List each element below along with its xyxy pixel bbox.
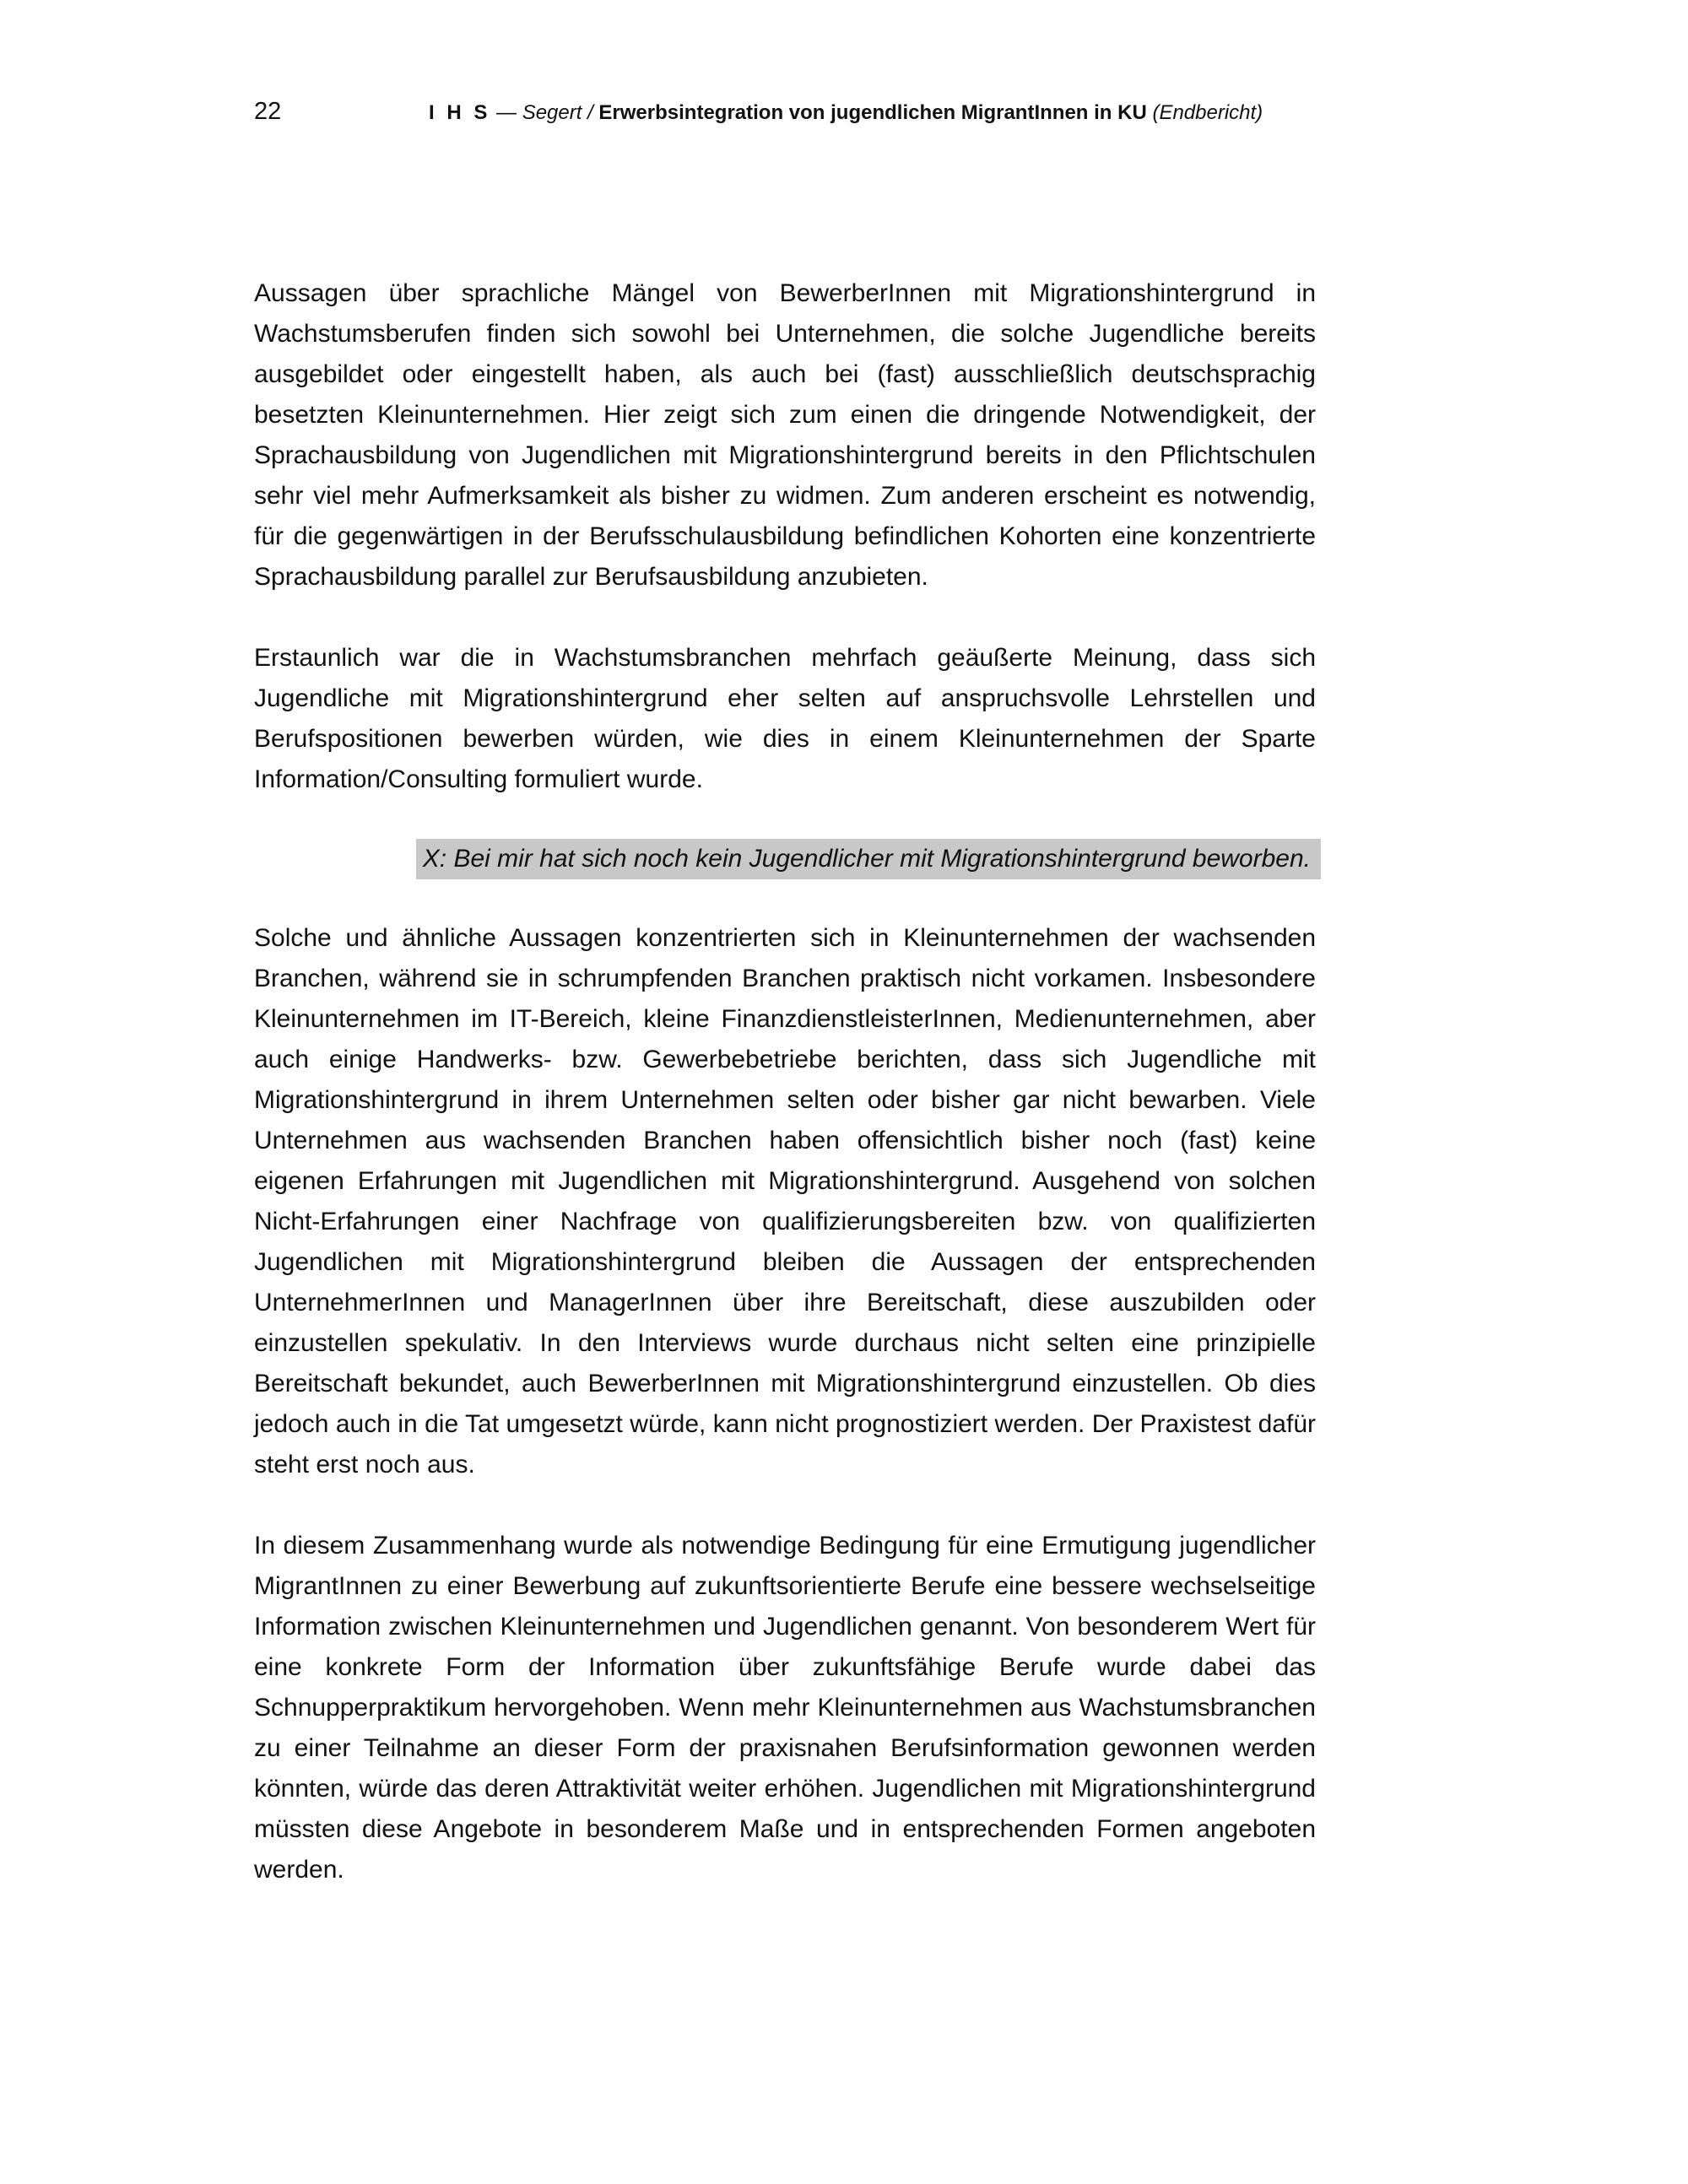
document-body <box>254 273 1316 1931</box>
body-paragraph-3: Solche und ähnliche Aussagen konzentrierten sich in Kleinunternehmen der wachsenden Branchen, während sie in schrumpfenden Branchen praktisch nicht vorkamen. Insbesondere Kleinunternehmen im IT-Bereich, kleine FinanzdienstleisterInnen, Medienunternehmen, aber auch einige Handwerks- bzw. Gewerbebetriebe berichten, dass sich Jugendliche mit Migrationshintergrund in ihrem Unternehmen selten oder bisher gar nicht bewarben. Viele Unternehmen aus wachsenden Branchen haben offensichtlich bisher noch (fast) keine eigenen Erfahrungen mit Jugendlichen mit Migrationshintergrund. Ausgehend von solchen Nicht-Erfahrungen einer Nachfrage von qualifizierungsbereiten bzw. von qualifizierten Jugendlichen mit Migrationshintergrund bleiben die Aussagen der entsprechenden UnternehmerInnen und ManagerInnen über ihre Bereitschaft, diese auszubilden oder einzustellen spekulativ. In den Interviews wurde durchaus nicht selten eine prinzipielle Bereitschaft bekundet, auch BewerberInnen mit Migrationshintergrund einzustellen. Ob dies jedoch auch in die Tat umgesetzt würde, kann nicht prognostiziert werden. Der Praxistest dafür steht erst noch aus. <box>254 924 1316 1479</box>
interview-quote-block <box>254 839 1316 879</box>
running-head-author: Segert / <box>522 101 593 124</box>
interview-quote: X: Bei mir hat sich noch kein Jugendlicher mit Migrationshintergrund beworben. <box>416 839 1321 879</box>
running-head-title: Erwerbsintegration von jugendlichen MigrantInnen in KU <box>598 101 1147 124</box>
body-paragraph-1: Aussagen über sprachliche Mängel von BewerberInnen mit Migrationshintergrund in Wachstumsberufen finden sich sowohl bei Unternehmen, die solche Jugendliche bereits ausgebildet oder eingestellt haben, als auch bei (fast) ausschließlich deutschsprachig besetzten Kleinunternehmen. Hier zeigt sich zum einen die dringende Notwendigkeit, der Sprachausbildung von Jugendlichen mit Migrationshintergrund bereits in den Pflichtschulen sehr viel mehr Aufmerksamkeit als bisher zu widmen. Zum anderen erscheint es notwendig, für die gegenwärtigen in der Berufsschulausbildung befindlichen Kohorten eine konzentrierte Sprachausbildung parallel zur Berufsausbildung anzubieten. <box>254 279 1316 591</box>
running-head <box>429 96 1263 130</box>
page-number: 22 <box>254 98 282 125</box>
running-head-org: I H S <box>429 101 491 124</box>
page-header <box>0 95 1688 128</box>
running-head-dash: — <box>496 101 517 124</box>
body-paragraph-4: In diesem Zusammenhang wurde als notwendige Bedingung für eine Ermutigung jugendlicher MigrantInnen zu einer Bewerbung auf zukunftsorientierte Berufe eine bessere wechselseitige Information zwischen Kleinunternehmen und Jugendlichen genannt. Von besonderem Wert für eine konkrete Form der Information über zukunftsfähige Berufe wurde dabei das Schnupperpraktikum hervorgehoben. Wenn mehr Kleinunternehmen aus Wachstumsbranchen zu einer Teilnahme an dieser Form der praxisnahen Berufsinformation gewonnen werden könnten, würde das deren Attraktivität weiter erhöhen. Jugendlichen mit Migrationshintergrund müssten diese Angebote in besonderem Maße und in entsprechenden Formen angeboten werden. <box>254 1532 1316 1884</box>
running-head-kind: (Endbericht) <box>1152 101 1263 124</box>
body-paragraph-2: Erstaunlich war die in Wachstumsbranchen mehrfach geäußerte Meinung, dass sich Jugendliche mit Migrationshintergrund eher selten auf anspruchsvolle Lehrstellen und Berufspositionen bewerben würden, wie dies in einem Kleinunternehmen der Sparte Information/Consulting formuliert wurde. <box>254 644 1316 793</box>
